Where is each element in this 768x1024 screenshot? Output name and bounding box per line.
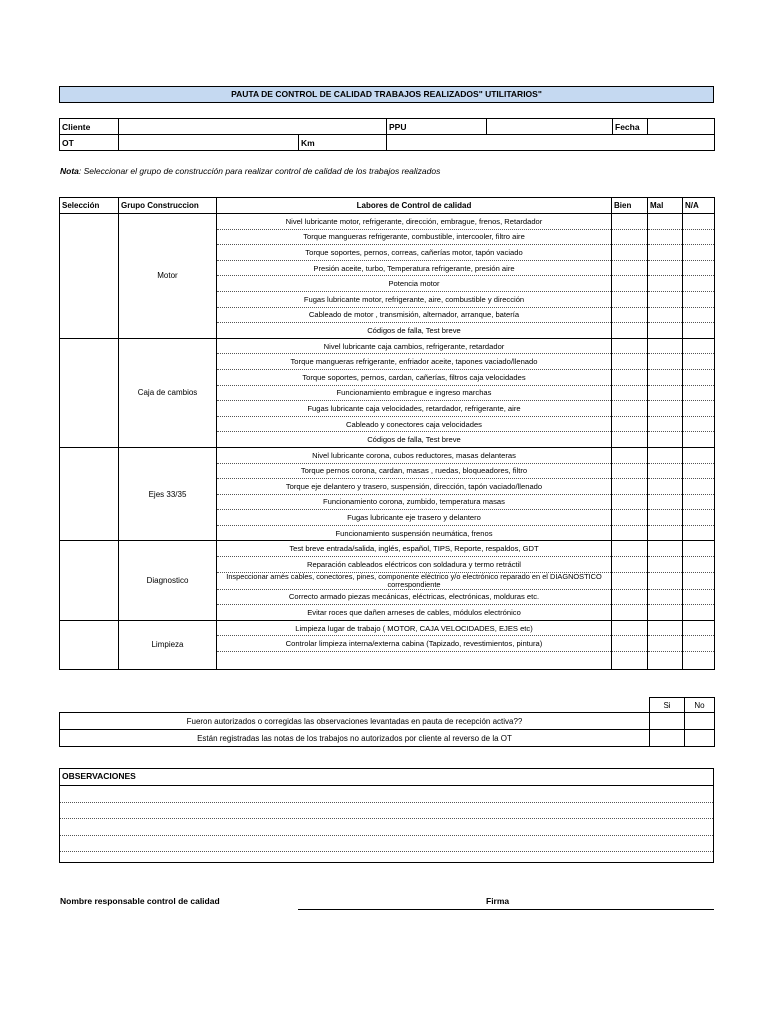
check-bien-box[interactable] xyxy=(612,307,648,323)
check-na-box[interactable] xyxy=(683,432,715,448)
check-item-label: Fugas lubricante eje trasero y delantero xyxy=(217,510,612,526)
check-item-label: Torque pernos corona, cardan, masas , ruedas, bloqueadores, filtro xyxy=(217,463,612,479)
check-mal-box[interactable] xyxy=(648,636,683,652)
check-item-label: Potencia motor xyxy=(217,276,612,292)
check-mal-box[interactable] xyxy=(648,620,683,636)
check-na-box[interactable] xyxy=(683,354,715,370)
check-item-label: Fugas lubricante motor, refrigerante, aire, combustible y dirección xyxy=(217,291,612,307)
check-item-label: Controlar limpieza interna/externa cabina (Tapizado, revestimientos, pintura) xyxy=(217,636,612,652)
check-mal-box[interactable] xyxy=(648,416,683,432)
check-bien-box[interactable] xyxy=(612,636,648,652)
auth-spacer xyxy=(60,698,650,713)
fecha-label: Fecha xyxy=(613,119,648,135)
check-item-label: Códigos de falla, Test breve xyxy=(217,432,612,448)
check-na-box[interactable] xyxy=(683,214,715,230)
check-bien-box[interactable] xyxy=(612,525,648,541)
si-header: Si xyxy=(650,698,685,713)
check-item-label: Cableado de motor , transmisión, alternador, arranque, batería xyxy=(217,307,612,323)
auth-question-1: Fueron autorizados o corregidas las observaciones levantadas en pauta de recepción activa?? xyxy=(60,713,650,730)
check-na-box[interactable] xyxy=(683,276,715,292)
observaciones-title: OBSERVACIONES xyxy=(60,769,713,786)
col-header-seleccion: Selección xyxy=(60,198,119,214)
check-bien-box[interactable] xyxy=(612,510,648,526)
check-bien-box[interactable] xyxy=(612,369,648,385)
header-info-table xyxy=(59,118,715,151)
check-na-box[interactable] xyxy=(683,323,715,339)
check-mal-box[interactable] xyxy=(648,447,683,463)
check-mal-box[interactable] xyxy=(648,229,683,245)
check-mal-box[interactable] xyxy=(648,276,683,292)
check-bien-box[interactable] xyxy=(612,416,648,432)
ot-field[interactable] xyxy=(119,135,299,151)
instruction-note xyxy=(60,166,440,176)
check-item-label: Reparación cableados eléctricos con soldadura y termo retráctil xyxy=(217,557,612,573)
auth-q1-no-checkbox[interactable] xyxy=(685,713,715,730)
observaciones-line[interactable] xyxy=(60,803,713,820)
check-bien-box[interactable] xyxy=(612,245,648,261)
form-title: PAUTA DE CONTROL DE CALIDAD TRABAJOS REALIZADOS" UTILITARIOS" xyxy=(59,86,714,103)
auth-row xyxy=(60,713,715,730)
checklist-row xyxy=(60,214,715,230)
check-bien-box[interactable] xyxy=(612,620,648,636)
group-name: Caja de cambios xyxy=(119,338,217,447)
authorization-table xyxy=(59,697,715,747)
check-mal-box[interactable] xyxy=(648,494,683,510)
check-mal-box[interactable] xyxy=(648,307,683,323)
note-prefix: Nota xyxy=(60,166,79,176)
check-bien-box[interactable] xyxy=(612,401,648,417)
check-mal-box[interactable] xyxy=(648,479,683,495)
responsable-label: Nombre responsable control de calidad xyxy=(60,896,220,906)
km-field[interactable] xyxy=(387,135,715,151)
check-item-label: Fugas lubricante caja velocidades, retardador, refrigerante, aire xyxy=(217,401,612,417)
checklist-row xyxy=(60,447,715,463)
checklist-row xyxy=(60,338,715,354)
observaciones-box xyxy=(59,768,714,863)
check-na-box[interactable] xyxy=(683,307,715,323)
check-na-box[interactable] xyxy=(683,479,715,495)
check-bien-box[interactable] xyxy=(612,291,648,307)
checklist-row xyxy=(60,620,715,636)
group-selection-cell[interactable] xyxy=(60,541,119,620)
check-na-box[interactable] xyxy=(683,229,715,245)
check-item-label: Torque soportes, pernos, cardan, cañerías, filtros caja velocidades xyxy=(217,369,612,385)
ppu-label: PPU xyxy=(387,119,487,135)
check-mal-box[interactable] xyxy=(648,323,683,339)
cliente-label: Cliente xyxy=(60,119,119,135)
check-mal-box[interactable] xyxy=(648,260,683,276)
check-mal-box[interactable] xyxy=(648,369,683,385)
col-header-mal: Mal xyxy=(648,198,683,214)
fecha-field[interactable] xyxy=(648,119,715,135)
check-na-box[interactable] xyxy=(683,291,715,307)
check-mal-box[interactable] xyxy=(648,525,683,541)
group-name: Limpieza xyxy=(119,620,217,669)
check-item-label: Correcto armado piezas mecánicas, eléctricas, electrónicas, molduras etc. xyxy=(217,589,612,605)
check-bien-box[interactable] xyxy=(612,572,648,589)
firma-label: Firma xyxy=(486,896,510,906)
check-mal-box[interactable] xyxy=(648,557,683,573)
check-item-label: Inspeccionar arnés cables, conectores, pines, componente eléctrico y/o electrónico reparado en el DIAGNOSTICO correspondiente xyxy=(217,572,612,589)
check-bien-box[interactable] xyxy=(612,463,648,479)
check-mal-box[interactable] xyxy=(648,385,683,401)
group-selection-cell[interactable] xyxy=(60,620,119,669)
check-na-box[interactable] xyxy=(683,260,715,276)
check-bien-box[interactable] xyxy=(612,385,648,401)
col-header-labores: Labores de Control de calidad xyxy=(217,198,612,214)
check-na-box[interactable] xyxy=(683,620,715,636)
auth-q1-si-checkbox[interactable] xyxy=(650,713,685,730)
group-selection-cell[interactable] xyxy=(60,447,119,541)
check-bien-box[interactable] xyxy=(612,354,648,370)
check-mal-box[interactable] xyxy=(648,589,683,605)
observaciones-line[interactable] xyxy=(60,836,713,853)
check-item-label: Nivel lubricante motor, refrigerante, dirección, embrague, frenos, Retardador xyxy=(217,214,612,230)
check-mal-box[interactable] xyxy=(648,245,683,261)
check-mal-box[interactable] xyxy=(648,463,683,479)
check-mal-box[interactable] xyxy=(648,572,683,589)
check-item-label: Torque soportes, pernos, correas, cañerías motor, tapón vaciado xyxy=(217,245,612,261)
check-bien-box[interactable] xyxy=(612,557,648,573)
group-name: Diagnostico xyxy=(119,541,217,620)
col-header-grupo: Grupo Construccion xyxy=(119,198,217,214)
auth-row xyxy=(60,730,715,747)
group-selection-cell[interactable] xyxy=(60,214,119,339)
check-item-label: Nivel lubricante corona, cubos reductores, masas delanteras xyxy=(217,447,612,463)
check-bien-box[interactable] xyxy=(612,276,648,292)
check-bien-box[interactable] xyxy=(612,214,648,230)
check-bien-box[interactable] xyxy=(612,652,648,670)
check-item-label: Torque mangueras refrigerante, enfriador aceite, tapones vaciado/llenado xyxy=(217,354,612,370)
check-item-label xyxy=(217,652,612,670)
no-header: No xyxy=(685,698,715,713)
check-bien-box[interactable] xyxy=(612,447,648,463)
auth-q2-si-checkbox[interactable] xyxy=(650,730,685,747)
check-bien-box[interactable] xyxy=(612,494,648,510)
check-bien-box[interactable] xyxy=(612,589,648,605)
checklist-row xyxy=(60,541,715,557)
check-item-label: Evitar roces que dañen arneses de cables, módulos electrónico xyxy=(217,605,612,621)
check-na-box[interactable] xyxy=(683,605,715,621)
observaciones-line[interactable] xyxy=(60,819,713,836)
auth-question-2: Están registradas las notas de los trabajos no autorizados por cliente al reverso de la OT xyxy=(60,730,650,747)
check-mal-box[interactable] xyxy=(648,291,683,307)
check-na-box[interactable] xyxy=(683,245,715,261)
check-mal-box[interactable] xyxy=(648,605,683,621)
check-item-label: Torque eje delantero y trasero, suspensión, dirección, tapón vaciado/llenado xyxy=(217,479,612,495)
col-header-bien: Bien xyxy=(612,198,648,214)
check-bien-box[interactable] xyxy=(612,338,648,354)
check-mal-box[interactable] xyxy=(648,338,683,354)
check-item-label: Limpieza lugar de trabajo ( MOTOR, CAJA VELOCIDADES, EJES etc) xyxy=(217,620,612,636)
check-item-label: Códigos de falla, Test breve xyxy=(217,323,612,339)
check-bien-box[interactable] xyxy=(612,229,648,245)
check-na-box[interactable] xyxy=(683,494,715,510)
check-bien-box[interactable] xyxy=(612,541,648,557)
check-mal-box[interactable] xyxy=(648,401,683,417)
check-item-label: Test breve entrada/salida, inglés, español, TIPS, Reporte, respaldos, GDT xyxy=(217,541,612,557)
ppu-field[interactable] xyxy=(487,119,613,135)
group-selection-cell[interactable] xyxy=(60,338,119,447)
check-mal-box[interactable] xyxy=(648,541,683,557)
check-bien-box[interactable] xyxy=(612,260,648,276)
check-na-box[interactable] xyxy=(683,338,715,354)
check-na-box[interactable] xyxy=(683,636,715,652)
auth-q2-no-checkbox[interactable] xyxy=(685,730,715,747)
check-mal-box[interactable] xyxy=(648,354,683,370)
check-na-box[interactable] xyxy=(683,589,715,605)
check-bien-box[interactable] xyxy=(612,323,648,339)
group-name: Motor xyxy=(119,214,217,339)
check-item-label: Funcionamiento embrague e ingreso marchas xyxy=(217,385,612,401)
check-na-box[interactable] xyxy=(683,510,715,526)
check-na-box[interactable] xyxy=(683,385,715,401)
check-na-box[interactable] xyxy=(683,541,715,557)
check-na-box[interactable] xyxy=(683,401,715,417)
check-item-label: Funcionamiento suspensión neumática, frenos xyxy=(217,525,612,541)
check-item-label: Cableado y conectores caja velocidades xyxy=(217,416,612,432)
check-bien-box[interactable] xyxy=(612,432,648,448)
check-na-box[interactable] xyxy=(683,447,715,463)
note-text: : Seleccionar el grupo de construcción para realizar control de calidad de los trabajos realizados xyxy=(78,166,441,176)
quality-checklist-table xyxy=(59,197,715,670)
check-item-label: Nivel lubricante caja cambios, refrigerante, retardador xyxy=(217,338,612,354)
check-mal-box[interactable] xyxy=(648,652,683,670)
check-na-box[interactable] xyxy=(683,463,715,479)
check-na-box[interactable] xyxy=(683,572,715,589)
check-item-label: Torque mangueras refrigerante, combustible, intercooler, filtro aire xyxy=(217,229,612,245)
check-mal-box[interactable] xyxy=(648,432,683,448)
check-na-box[interactable] xyxy=(683,652,715,670)
col-header-na: N/A xyxy=(683,198,715,214)
km-label: Km xyxy=(299,135,387,151)
check-bien-box[interactable] xyxy=(612,479,648,495)
check-item-label: Presión aceite, turbo, Temperatura refrigerante, presión aire xyxy=(217,260,612,276)
table-header-row xyxy=(60,198,715,214)
check-bien-box[interactable] xyxy=(612,605,648,621)
signature-line[interactable] xyxy=(298,909,714,910)
check-na-box[interactable] xyxy=(683,369,715,385)
ot-label: OT xyxy=(60,135,119,151)
check-na-box[interactable] xyxy=(683,416,715,432)
check-na-box[interactable] xyxy=(683,525,715,541)
check-na-box[interactable] xyxy=(683,557,715,573)
cliente-field[interactable] xyxy=(119,119,387,135)
check-item-label: Funcionamiento corona, zumbido, temperatura masas xyxy=(217,494,612,510)
group-name: Ejes 33/35 xyxy=(119,447,217,541)
check-mal-box[interactable] xyxy=(648,214,683,230)
check-mal-box[interactable] xyxy=(648,510,683,526)
observaciones-line[interactable] xyxy=(60,786,713,803)
